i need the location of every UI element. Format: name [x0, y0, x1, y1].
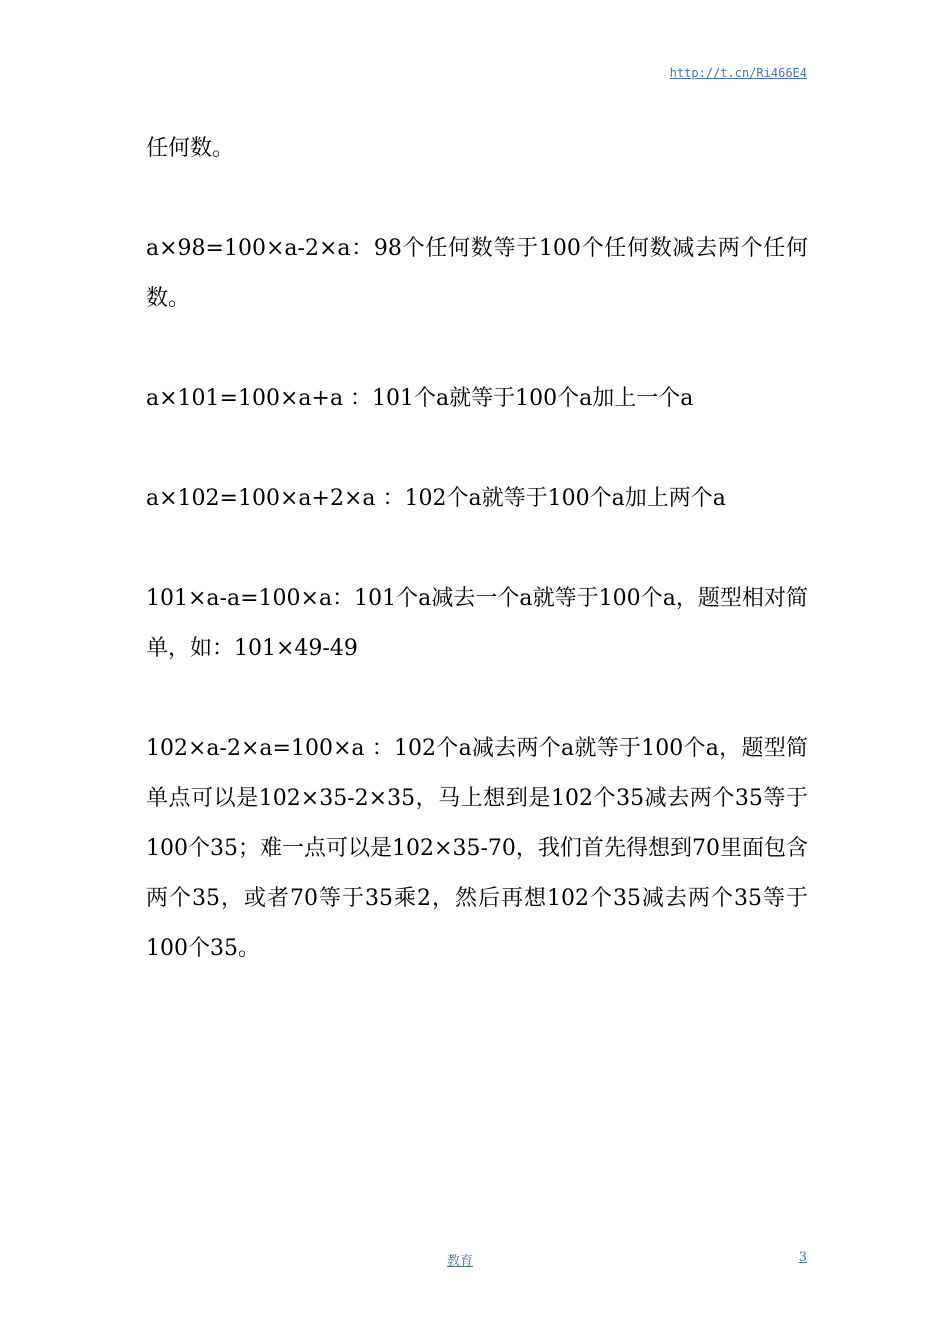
- header-url-link[interactable]: http://t.cn/Ri466E4: [669, 66, 807, 80]
- footer-education-link[interactable]: 教育: [447, 1254, 474, 1269]
- paragraph: a×98=100×a-2×a：98个任何数等于100个任何数减去两个任何数。: [146, 236, 808, 311]
- paragraph: 101×a-a=100×a：101个a减去一个a就等于100个a，题型相对简单，如：101×49-49: [146, 586, 808, 661]
- paragraph: a×102=100×a+2×a ：102个a就等于100个a加上两个a: [146, 486, 726, 511]
- page-number[interactable]: 3: [798, 1250, 807, 1265]
- paragraph: 102×a-2×a=100×a ：102个a减去两个a就等于100个a，题型简单点可以是102×35-2×35，马上想到是102个35减去两个35等于100个35；难一点可以是102×35-70，我们首先得想到70里面包含两个35，或者70等于35乘2，然后再想102个35减去两个35等于100个35。: [146, 736, 808, 961]
- document-body: [146, 124, 808, 1024]
- paragraph: 任何数。: [146, 136, 235, 161]
- paragraph: a×101=100×a+a ：101个a就等于100个a加上一个a: [146, 386, 694, 411]
